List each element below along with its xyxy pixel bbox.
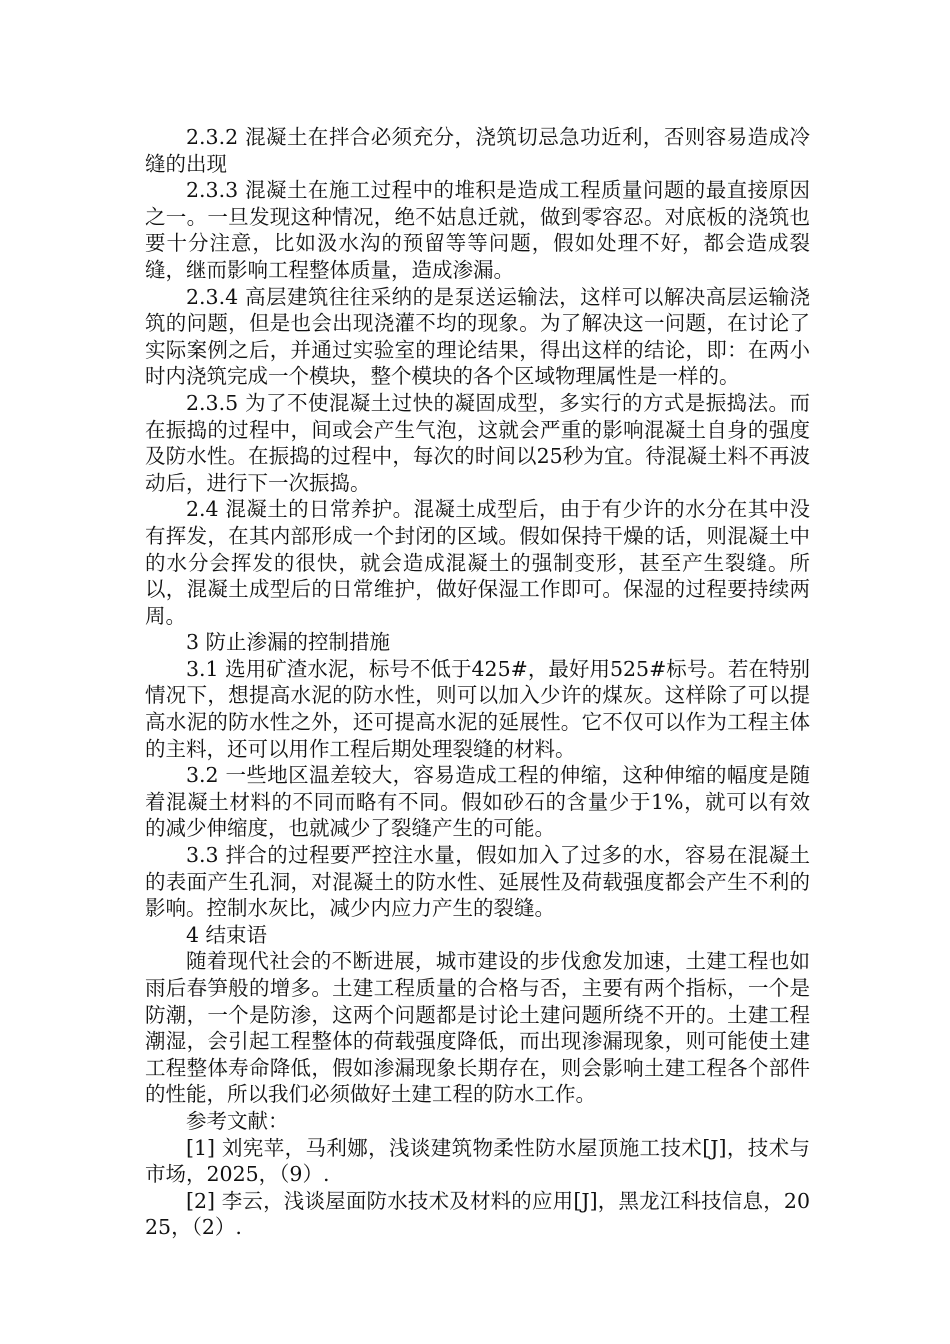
section-3-3-paragraph: 3.3 拌合的过程要严控注水量，假如加入了过多的水，容易在混凝土的表面产生孔洞，对混凝土的防水性、延展性及荷载强度都会产生不利的影响。控制水灰比，减少内应力产生的裂缝。 bbox=[145, 843, 810, 921]
reference-item: [2] 李云，浅谈屋面防水技术及材料的应用[J]，黑龙江科技信息，2025，（2）. bbox=[145, 1188, 810, 1240]
references-heading: 参考文献： bbox=[186, 1108, 289, 1133]
section-2-3-2-paragraph: 2.3.2 混凝土在拌合必须充分，浇筑切忌急功近利，否则容易造成冷缝的出现 bbox=[145, 125, 810, 176]
section-2-3-4-paragraph: 2.3.4 高层建筑往往采纳的是泵送运输法，这样可以解决高层运输浇筑的问题，但是也会出现浇灌不均的现象。为了解决这一问题，在讨论了实际案例之后，并通过实验室的理论结果，得出这样的结论，即：在两小时内浇筑完成一个模块，整个模块的各个区域物理属性是一样的。 bbox=[145, 284, 810, 389]
section-3-heading: 3 防止渗漏的控制措施 bbox=[186, 630, 391, 655]
section-4-heading: 4 结束语 bbox=[186, 922, 268, 947]
document-body bbox=[145, 124, 810, 1241]
section-2-3-3-paragraph: 2.3.3 混凝土在施工过程中的堆积是造成工程质量问题的最直接原因之一。一旦发现这种情况，绝不姑息迁就，做到零容忍。对底板的浇筑也要十分注意，比如汲水沟的预留等等问题，假如处理不好，都会造成裂缝，继而影响工程整体质量，造成渗漏。 bbox=[145, 178, 810, 282]
section-2-3-5-paragraph: 2.3.5 为了不使混凝土过快的凝固成型，多实行的方式是振捣法。而在振捣的过程中，间或会产生气泡，这就会严重的影响混凝土自身的强度及防水性。在振捣的过程中，每次的时间以25秒为宜。待混凝土料不再波动后，进行下一次振捣。 bbox=[145, 390, 810, 495]
section-2-4-paragraph: 2.4 混凝土的日常养护。混凝土成型后，由于有少许的水分在其中没有挥发，在其内部形成一个封闭的区域。假如保持干燥的话，则混凝土中的水分会挥发的很快，就会造成混凝土的强制变形，甚至产生裂缝。所以，混凝土成型后的日常维护，做好保湿工作即可。保湿的过程要持续两周。 bbox=[145, 497, 810, 628]
section-3-2-paragraph: 3.2 一些地区温差较大，容易造成工程的伸缩，这种伸缩的幅度是随着混凝土材料的不同而略有不同。假如砂石的含量少于1%，就可以有效的减少伸缩度，也就减少了裂缝产生的可能。 bbox=[145, 763, 810, 841]
conclusion-paragraph: 随着现代社会的不断进展，城市建设的步伐愈发加速，土建工程也如雨后春笋般的增多。土建工程质量的合格与否，主要有两个指标，一个是防潮，一个是防渗，这两个问题都是讨论土建问题所绕不开的。土建工程潮湿，会引起工程整体的荷载强度降低，而出现渗漏现象，则可能使土建工程整体寿命降低，假如渗漏现象长期存在，则会影响土建工程各个部件的性能，所以我们必须做好土建工程的防水工作。 bbox=[145, 949, 810, 1107]
section-3-1-paragraph: 3.1 选用矿渣水泥，标号不低于425#，最好用525#标号。若在特别情况下，想提高水泥的防水性，则可以加入少许的煤灰。这样除了可以提高水泥的防水性之外，还可提高水泥的延展性。它不仅可以作为工程主体的主料，还可以用作工程后期处理裂缝的材料。 bbox=[145, 656, 810, 761]
reference-item: [1] 刘宪苹，马利娜，浅谈建筑物柔性防水屋顶施工技术[J]，技术与市场，2025，（9）. bbox=[145, 1135, 810, 1187]
